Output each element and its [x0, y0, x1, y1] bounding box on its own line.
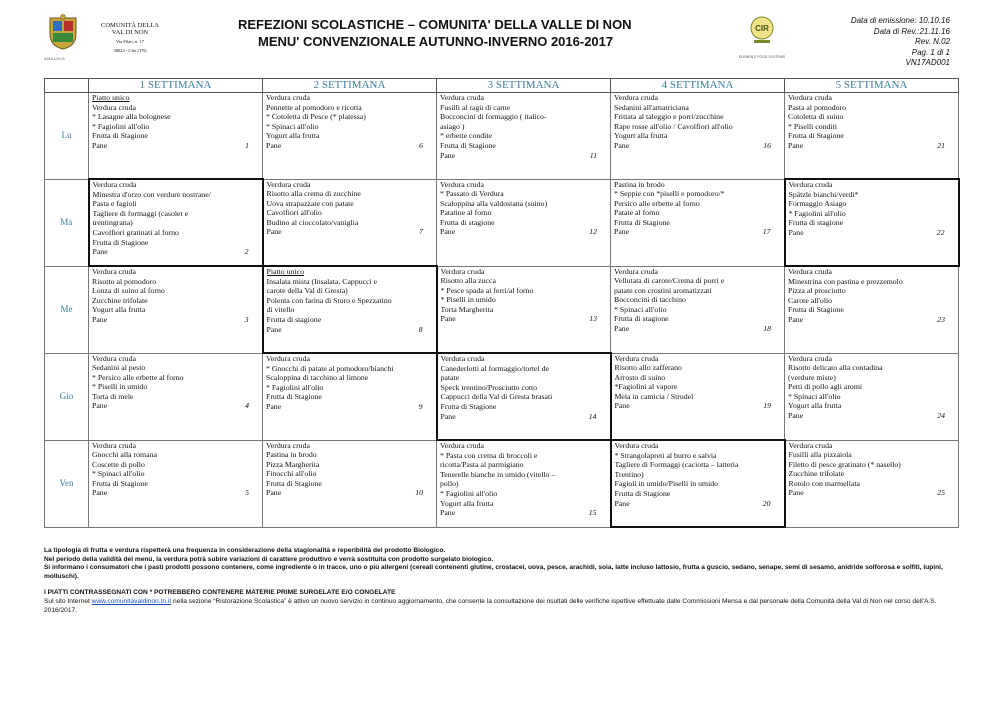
menu-number: 24: [937, 411, 945, 421]
menu-number: 4: [245, 401, 249, 411]
week-header: 2 SETTIMANA: [263, 79, 437, 93]
bread-line: [266, 488, 433, 498]
dish-line: * Seppie con *piselli e pomodoro/*: [614, 189, 725, 199]
dish-line: Verdura cruda: [614, 441, 659, 450]
menu-number: 13: [589, 314, 597, 324]
dish-line: * Piselli in umido: [92, 382, 148, 392]
dish-line: Fusilli al ragù di carne: [440, 102, 511, 112]
bread-line: [615, 499, 781, 509]
dish-line: Verdura cruda: [614, 353, 659, 363]
week-header: 1 SETTIMANA: [89, 79, 263, 93]
menu-cell: [437, 179, 611, 266]
dish-line: Yogurt alla frutta: [92, 305, 146, 315]
menu-cell: [89, 93, 263, 180]
bread-label: Pane: [440, 508, 456, 518]
dish-line: * Piselli conditi: [788, 121, 837, 131]
menu-number: 5: [245, 488, 249, 498]
dish-line: * Spinaci all'olio: [614, 304, 667, 314]
dish-line: Verdura cruda: [440, 441, 484, 450]
dish-line: Verdura cruda: [788, 267, 832, 276]
dish-line: * Passato di Verdura: [440, 189, 504, 199]
dish-line: Canederlotti al formaggio/tortel de: [440, 363, 549, 373]
dish-line: Arrosto di suino: [614, 372, 666, 382]
org-name-1: COMUNITÀ DELLA: [101, 22, 159, 29]
dish-line: Verdura cruda: [92, 267, 136, 276]
bread-line: [266, 141, 433, 151]
menu-cell: [89, 179, 263, 266]
dish-line: Filetto di pesce gratinato (* nasello): [788, 459, 901, 469]
dish-line: * Spinaci all'olio: [788, 391, 841, 401]
day-label: Lu: [45, 93, 89, 180]
document-meta: [851, 16, 950, 69]
dish-line: Frutta di Stagione: [788, 305, 844, 315]
dish-line: Sedanini all'amatriciana: [614, 102, 689, 112]
bread-label: Pane: [266, 227, 282, 237]
bread-label: Pane: [614, 498, 630, 508]
dish-line: Formaggio Asiago: [788, 199, 847, 209]
dish-line: Frutta di Stagione: [440, 401, 497, 411]
document-title: [238, 16, 658, 50]
dish-line: Yogurt alla frutta: [788, 401, 842, 411]
title-line-2: MENU' CONVENZIONALE AUTUNNO-INVERNO 2016-2017: [258, 34, 614, 49]
dish-line: Carote all'olio: [788, 295, 833, 305]
bread-line: [441, 314, 608, 324]
dish-line: Uova strapazzate con patate: [266, 198, 354, 208]
dish-line: Frutta di stagione: [788, 218, 844, 228]
dish-line: Frutta di Stagione: [92, 131, 148, 141]
menu-cell: [437, 353, 611, 440]
dish-line: Torta di mele: [92, 391, 134, 401]
menu-cell: [611, 93, 785, 180]
bread-label: Pane: [92, 247, 108, 257]
dish-line: Verdura cruda: [266, 93, 310, 102]
dish-line: Frutta di Stagione: [614, 488, 671, 498]
dish-line: Petti di pollo agli aromi: [788, 382, 863, 392]
dish-line: Frutta di Stagione: [92, 478, 148, 488]
menu-number: 16: [763, 140, 771, 150]
dish-line: Cavolfiori all'olio: [266, 208, 322, 218]
menu-number: 15: [588, 508, 597, 518]
menu-cell: [785, 266, 959, 353]
dish-line: carote della Val di Gresta): [266, 286, 348, 296]
bread-line: [788, 411, 955, 421]
dish-line: Verdura cruda: [92, 440, 136, 450]
note-website: [44, 598, 964, 615]
dish-line: patate: [440, 373, 460, 383]
bread-label: Pane: [92, 401, 108, 411]
dish-line: Verdura cruda: [788, 93, 832, 102]
menu-cell: [437, 266, 611, 353]
coat-of-arms-icon: [48, 14, 78, 50]
menu-cell: [611, 179, 785, 266]
dish-line: Piatto unico: [92, 93, 130, 102]
dish-line: Finocchi all'olio: [266, 469, 317, 479]
dish-line: Frutta di Stagione: [440, 140, 496, 150]
day-label: Ven: [45, 440, 89, 527]
menu-body: [45, 93, 959, 528]
dish-line: Verdura cruda: [788, 353, 832, 363]
day-label: Ma: [45, 179, 89, 266]
dish-line: Verdura cruda: [440, 93, 484, 102]
dish-line: Frittata al taleggio e porri/zucchine: [614, 112, 724, 122]
bread-label: Pane: [266, 324, 282, 334]
dish-line: * Fagiolini all'olio: [92, 121, 150, 131]
menu-number: 1: [245, 140, 249, 150]
dish-line: patate con crostini aromatizzati: [614, 285, 712, 295]
dish-line: Piatto unico: [266, 267, 304, 276]
menu-cell: [263, 440, 437, 527]
menu-cell: [785, 93, 959, 180]
dish-line: Frutta di Stagione: [266, 392, 322, 402]
dish-line: Pasta e fagioli: [92, 199, 137, 209]
bread-line: [440, 151, 607, 161]
bread-line: [788, 141, 955, 151]
organization-block: [90, 22, 170, 53]
bread-line: [440, 227, 607, 237]
dish-line: Yogurt alla frutta: [614, 131, 668, 141]
dish-line: Coscette di pollo: [92, 459, 145, 469]
dish-line: Sedanini al pesto: [92, 363, 146, 373]
dish-line: Frutta di stagione: [266, 314, 322, 324]
org-name-2: VAL DI NON: [111, 29, 149, 36]
bread-line: [614, 324, 781, 334]
week-header-row: [45, 79, 959, 93]
dish-line: * erbette condite: [440, 131, 492, 141]
dish-line: Verdura cruda: [614, 266, 658, 276]
menu-number: 14: [588, 411, 597, 421]
menu-number: 18: [763, 324, 771, 334]
dish-line: Verdura cruda: [788, 180, 833, 189]
menu-number: 17: [762, 227, 771, 237]
menu-cell: [611, 440, 785, 527]
dish-line: di vitello: [266, 305, 295, 315]
dish-line: Trentino): [614, 469, 644, 479]
dish-line: Polenta con farina di Storo e Spezzatino: [266, 295, 392, 305]
website-link[interactable]: www.comunitavaldinon.tn.it: [91, 597, 172, 605]
meta-revision-number: Rev. N.02: [915, 37, 950, 46]
day-row: [45, 179, 959, 266]
bread-label: Pane: [266, 401, 282, 411]
meta-page: Pag. 1 di 1: [911, 47, 950, 57]
bread-label: Pane: [788, 227, 804, 237]
menu-number: 9: [418, 401, 423, 411]
menu-cell: [785, 440, 959, 527]
menu-number: 11: [589, 150, 597, 160]
dish-line: Frutta di Stagione: [614, 217, 670, 227]
note-substitution: Nel periodo della validità del menù, la verdura potrà subire variazioni di carattere produttivo e verrà sostituita con prodotto surgelato biologico.: [44, 555, 494, 563]
menu-cell: [785, 353, 959, 440]
dish-line: Verdura cruda: [92, 353, 136, 363]
region-label: ANAUNIA: [44, 56, 66, 61]
bread-label: Pane: [788, 488, 804, 498]
dish-line: Persico alle erbette al forno: [614, 198, 700, 208]
dish-line: Pizza al prosciutto: [788, 286, 846, 296]
bread-line: [92, 488, 259, 498]
bread-line: [92, 315, 259, 325]
bread-label: Pane: [440, 411, 456, 421]
week-header: 5 SETTIMANA: [785, 79, 959, 93]
meta-code: VN17AD001: [905, 58, 950, 67]
bread-label: Pane: [614, 140, 630, 150]
day-row: [45, 93, 959, 180]
menu-number: 8: [418, 324, 423, 334]
dish-line: Risotto alla crema di zucchine: [266, 189, 361, 199]
dish-line: Bocconcini di formaggio ( italico-: [440, 112, 547, 122]
bread-label: Pane: [92, 314, 108, 324]
dish-line: * Fagiolini all'olio: [788, 208, 846, 218]
note-frozen: I PIATTI CONTRASSEGNATI CON * POTREBBERO CONTENERE MATERIE PRIME SURGELATE E/O CONGELATE: [44, 589, 396, 597]
dish-line: * Fagiolini all'olio: [266, 382, 324, 392]
dish-line: Frutta di Stagione: [92, 237, 149, 247]
dish-line: Verdura cruda: [614, 93, 658, 102]
dish-line: * Piselli in umido: [440, 295, 496, 305]
website-text-b: nella sezione “Ristorazione Scolastica” è attivo un nuovo servizio in continuo aggiornamento, che consente la consultazione dei risultati delle verifiche ispettive effettuate dalle Commissioni Mensa e dal personale della Comunità della Val di Non nel corso dell'A.S. 2016/2017.: [44, 597, 937, 614]
day-row: [45, 440, 959, 527]
dish-line: * Lasagne alla bolognese: [92, 112, 171, 122]
website-text-a: Sul sito Internet: [44, 597, 92, 605]
dish-line: Cappucci della Val di Gresta brasati: [440, 392, 553, 402]
dish-line: Rotolo con marmellata: [788, 478, 860, 488]
menu-number: 3: [244, 314, 249, 324]
bread-line: [440, 508, 607, 518]
dish-line: Pasta al pomodoro: [788, 102, 847, 112]
menu-number: 19: [763, 401, 771, 411]
bread-label: Pane: [788, 314, 804, 324]
dish-line: * Fagiolini all'olio: [440, 488, 498, 498]
bread-line: [789, 488, 956, 498]
dish-line: Minestrina con pastina e prezzemolo: [788, 276, 903, 286]
menu-cell: [89, 266, 263, 353]
dish-line: Verdura cruda: [440, 266, 485, 276]
menu-number: 10: [415, 488, 423, 498]
dish-line: Risotto alla zucca: [440, 276, 496, 286]
dish-line: trentingrana): [92, 218, 133, 228]
org-address-2: 38023 - Cles (TN): [113, 47, 147, 53]
dish-line: Verdura cruda: [92, 180, 137, 189]
dish-line: Frutta di stagione: [440, 217, 495, 227]
menu-cell: [611, 266, 785, 353]
header: [0, 0, 992, 76]
dish-line: Verdura cruda: [440, 179, 484, 189]
dish-line: Bocconcini di tacchino: [614, 295, 686, 305]
bread-label: Pane: [440, 227, 456, 237]
dish-line: Rape rosse all'olio / Cavolfiori all'olio: [614, 121, 733, 131]
dish-line: Verdura cruda: [266, 440, 310, 450]
dish-line: Patatine al forno: [440, 208, 492, 218]
dish-line: Pizza Margherita: [266, 459, 320, 469]
bread-line: [789, 228, 955, 238]
bread-line: [788, 315, 955, 325]
menu-number: 20: [762, 498, 771, 508]
note-seasonality: La tipologia di frutta e verdura rispetterà una frequenza in considerazione della stagionalità e reperibilità del prodotto Biologico.: [44, 547, 446, 554]
dish-line: *Fagiolini al vapore: [614, 382, 678, 392]
dish-line: Vellutata di carote/Crema di porri e: [614, 276, 725, 286]
dish-line: * Cotoletta di Pesce (* platessa): [266, 112, 366, 122]
menu-cell: [437, 93, 611, 180]
bread-label: Pane: [440, 314, 456, 324]
dish-line: Speck trentino/Prosciutto cotto: [440, 382, 538, 392]
dish-line: Pastina in brodo: [614, 179, 665, 189]
cir-caption: ELEMENTI FOOD SYSTEMS: [738, 55, 786, 59]
menu-cell: [785, 179, 959, 266]
day-label: Me: [45, 266, 89, 353]
dish-line: Fusilli alla pizzaiola: [788, 450, 852, 460]
dish-line: Verdura cruda: [440, 354, 485, 363]
dish-line: Verdura cruda: [266, 179, 311, 189]
dish-line: Minestra d'orzo con verdure nostrane/: [92, 189, 211, 199]
menu-cell: [263, 93, 437, 180]
menu-number: 2: [244, 247, 249, 257]
menu-number: 22: [936, 227, 945, 237]
dish-line: Gnocchi alla romana: [92, 450, 157, 460]
day-label: Gio: [45, 353, 89, 440]
menu-number: 7: [419, 227, 423, 237]
dish-line: Verdura cruda: [788, 440, 833, 450]
bread-label: Pane: [266, 140, 282, 150]
dish-line: Mela in camicia / Strudel: [614, 391, 694, 401]
meta-issue-date: Data di emissione: 10.10.16: [850, 16, 950, 25]
dish-line: * Strangolapreti al burro e salvia: [614, 450, 717, 460]
dish-line: Tenerelle bianche in umido (vitello –: [440, 469, 556, 479]
bread-label: Pane: [614, 401, 630, 411]
dish-line: Lonza di suino al forno: [92, 286, 165, 296]
title-line-1: REFEZIONI SCOLASTICHE – COMUNITA' DELLA VALLE DI NON: [238, 17, 632, 32]
bread-label: Pane: [788, 411, 804, 421]
menu-number: 12: [589, 227, 597, 237]
menu-cell: [263, 266, 437, 353]
bread-line: [614, 141, 781, 151]
dish-line: Verdura cruda: [266, 354, 310, 363]
cir-logo-icon: [748, 15, 776, 45]
bread-line: [441, 412, 607, 422]
dish-line: * Gnocchi di patate al pomodoro/bianchi: [266, 363, 394, 373]
dish-line: Risotto al pomodoro: [92, 276, 157, 286]
dish-line: Yogurt alla frutta: [440, 498, 494, 508]
bread-label: Pane: [92, 140, 108, 150]
corner-cell: [45, 79, 89, 93]
bread-label: Pane: [266, 488, 282, 498]
bread-line: [92, 141, 259, 151]
dish-line: ricotta/Pasta al parmigiano: [440, 460, 524, 470]
bread-line: [615, 401, 782, 411]
menu-number: 25: [937, 488, 945, 498]
week-header: 3 SETTIMANA: [437, 79, 611, 93]
bread-label: Pane: [440, 150, 456, 160]
dish-line: asiago ): [440, 121, 465, 131]
dish-line: Scaloppina alla valdostana (suino): [440, 198, 548, 208]
dish-line: Pennette al pomodoro e ricotta: [266, 102, 362, 112]
dish-line: Tagliere di Formaggi (caciotta – latteria: [614, 460, 739, 470]
dish-line: Patate al forno: [614, 208, 660, 218]
day-row: [45, 266, 959, 353]
menu-cell: [263, 353, 437, 440]
menu-cell: [437, 440, 611, 527]
bread-line: [267, 227, 434, 237]
dish-line: Zucchine trifolate: [788, 469, 845, 479]
day-row: [45, 353, 959, 440]
dish-line: Risotto allo zafferano: [614, 363, 682, 373]
dish-line: Yogurt alla frutta: [266, 131, 320, 141]
bread-label: Pane: [614, 227, 630, 237]
menu-number: 23: [937, 314, 945, 324]
menu-cell: [263, 179, 437, 266]
menu-number: 6: [419, 140, 423, 150]
dish-line: Pastina in brodo: [266, 450, 317, 460]
note-allergens: Si informano i consumatori che i pasti prodotti possono contenere, come ingrediente o in tracce, uno o più allergeni (cereali contenenti glutine, crostacei, uova, pesce, arachidi, soia, latte incluso lattosio, frutta a guscio, sedano, senape, semi di sesamo, anidride solforosa e solfiti, lupini, molluschi).: [44, 564, 943, 580]
meta-revision-date: Data di Rev.:21.11.16: [873, 26, 950, 36]
menu-number: 21: [937, 140, 945, 150]
dish-line: * Spinaci all'olio: [92, 469, 145, 479]
dish-line: Scaloppina di tacchino al limone: [266, 373, 369, 383]
bread-label: Pane: [614, 324, 630, 334]
menu-cell: [89, 353, 263, 440]
org-address-1: Via Pilati, n. 17: [115, 39, 145, 44]
dish-line: Cavolfiori gratinati al forno: [92, 227, 179, 237]
dish-line: * Spinaci all'olio: [266, 121, 319, 131]
bread-line: [266, 402, 433, 412]
dish-line: Frutta di Stagione: [266, 478, 322, 488]
dish-line: (verdure miste): [788, 372, 836, 382]
bread-line: [267, 325, 433, 335]
bread-label: Pane: [788, 140, 804, 150]
dish-line: * Pasta con crema di broccoli e: [440, 450, 538, 460]
menu-cell: [89, 440, 263, 527]
dish-line: Frutta di Stagione: [788, 131, 844, 141]
dish-line: Verdura cruda: [92, 102, 136, 112]
bread-line: [93, 247, 259, 257]
dish-line: Torta Margherita: [440, 304, 494, 314]
bread-line: [92, 401, 259, 411]
dish-line: pollo): [440, 479, 459, 489]
dish-line: Zucchine trifolate: [92, 295, 148, 305]
dish-line: Frutta di stagione: [614, 314, 669, 324]
dish-line: * Persico alle erbette al forno: [92, 372, 184, 382]
dish-line: Fagioli in umido/Piselli in umido: [614, 479, 719, 489]
bread-label: Pane: [92, 488, 108, 498]
week-header: 4 SETTIMANA: [611, 79, 785, 93]
bread-line: [614, 227, 781, 237]
dish-line: Insalata mista (Insalata, Cappucci e: [266, 276, 378, 286]
dish-line: Risotto delicato alla contadina: [788, 363, 883, 373]
dish-line: Tagliere di formaggi (casolet e: [92, 208, 189, 218]
menu-table: [44, 78, 960, 528]
dish-line: * Pesce spada ai ferri/al forno: [440, 285, 534, 295]
dish-line: Cotoletta di suino: [788, 112, 844, 122]
dish-line: Budino al cioccolato/vaniglia: [266, 217, 359, 227]
menu-cell: [611, 353, 785, 440]
dish-line: Spätzle bianchi/verdi*: [788, 189, 859, 199]
cir-logo-text: CIR: [755, 24, 769, 33]
footer-notes: [44, 547, 964, 615]
